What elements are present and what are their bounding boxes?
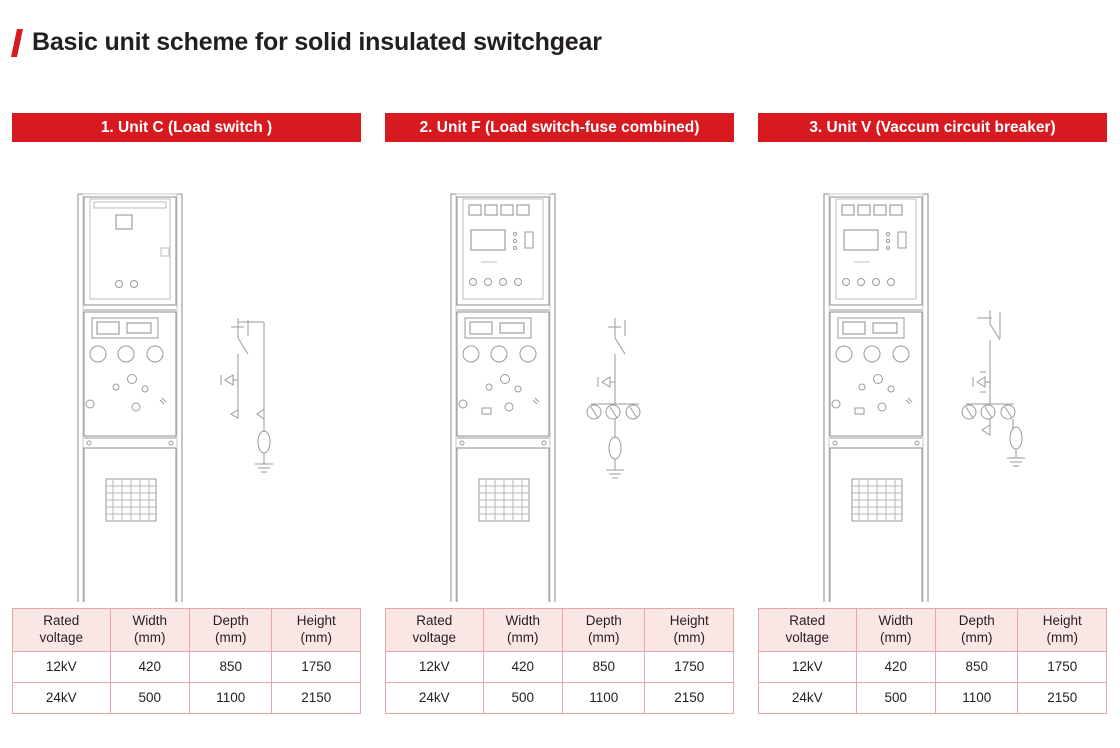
cell-width: 420	[110, 651, 189, 682]
unit-columns	[0, 113, 1120, 714]
page-title: Basic unit scheme for solid insulated switchgear	[32, 28, 602, 56]
table-row	[759, 682, 1107, 713]
cell-height: 1750	[1018, 651, 1107, 682]
cell-voltage: 24kV	[386, 682, 484, 713]
cell-voltage: 24kV	[13, 682, 111, 713]
cell-height: 2150	[645, 682, 734, 713]
unit-f-spec-table	[385, 608, 734, 714]
unit-c-spec-table	[12, 608, 361, 714]
header-rated-voltage: Rated voltage	[13, 609, 111, 652]
unit-column-v	[746, 113, 1119, 714]
cell-depth: 1100	[936, 682, 1018, 713]
unit-c-diagram-svg	[12, 142, 361, 602]
unit-column-f	[373, 113, 746, 714]
unit-v-diagram-svg	[758, 142, 1107, 602]
header-width: Width (mm)	[110, 609, 189, 652]
unit-c-title: 1. Unit C (Load switch )	[12, 113, 361, 142]
header-rated-voltage: Rated voltage	[386, 609, 484, 652]
page-header	[14, 28, 602, 57]
table-header-row	[759, 609, 1107, 652]
header-depth: Depth (mm)	[190, 609, 272, 652]
cell-height: 2150	[1018, 682, 1107, 713]
cell-voltage: 12kV	[759, 651, 857, 682]
table-row	[386, 651, 734, 682]
unit-v-spec-table	[758, 608, 1107, 714]
cell-depth: 850	[936, 651, 1018, 682]
table-row	[13, 651, 361, 682]
table-header-row	[13, 609, 361, 652]
cell-voltage: 24kV	[759, 682, 857, 713]
cell-height: 2150	[272, 682, 361, 713]
table-row	[13, 682, 361, 713]
header-width: Width (mm)	[856, 609, 935, 652]
header-depth: Depth (mm)	[936, 609, 1018, 652]
table-row	[759, 651, 1107, 682]
cell-voltage: 12kV	[13, 651, 111, 682]
cell-width: 420	[483, 651, 562, 682]
unit-f-drawing	[385, 142, 734, 602]
unit-f-title: 2. Unit F (Load switch-fuse combined)	[385, 113, 734, 142]
table-row	[386, 682, 734, 713]
unit-f-diagram-svg	[385, 142, 734, 602]
cell-depth: 850	[563, 651, 645, 682]
cell-depth: 1100	[190, 682, 272, 713]
header-depth: Depth (mm)	[563, 609, 645, 652]
cell-height: 1750	[272, 651, 361, 682]
cell-width: 500	[110, 682, 189, 713]
unit-column-c	[0, 113, 373, 714]
accent-slash-icon	[11, 29, 23, 57]
cell-width: 500	[856, 682, 935, 713]
unit-v-title: 3. Unit V (Vaccum circuit breaker)	[758, 113, 1107, 142]
header-rated-voltage: Rated voltage	[759, 609, 857, 652]
header-width: Width (mm)	[483, 609, 562, 652]
cell-depth: 1100	[563, 682, 645, 713]
cell-depth: 850	[190, 651, 272, 682]
cell-width: 500	[483, 682, 562, 713]
cell-width: 420	[856, 651, 935, 682]
header-height: Height (mm)	[272, 609, 361, 652]
cell-voltage: 12kV	[386, 651, 484, 682]
table-header-row	[386, 609, 734, 652]
header-height: Height (mm)	[645, 609, 734, 652]
cell-height: 1750	[645, 651, 734, 682]
header-height: Height (mm)	[1018, 609, 1107, 652]
unit-c-drawing	[12, 142, 361, 602]
unit-v-drawing	[758, 142, 1107, 602]
